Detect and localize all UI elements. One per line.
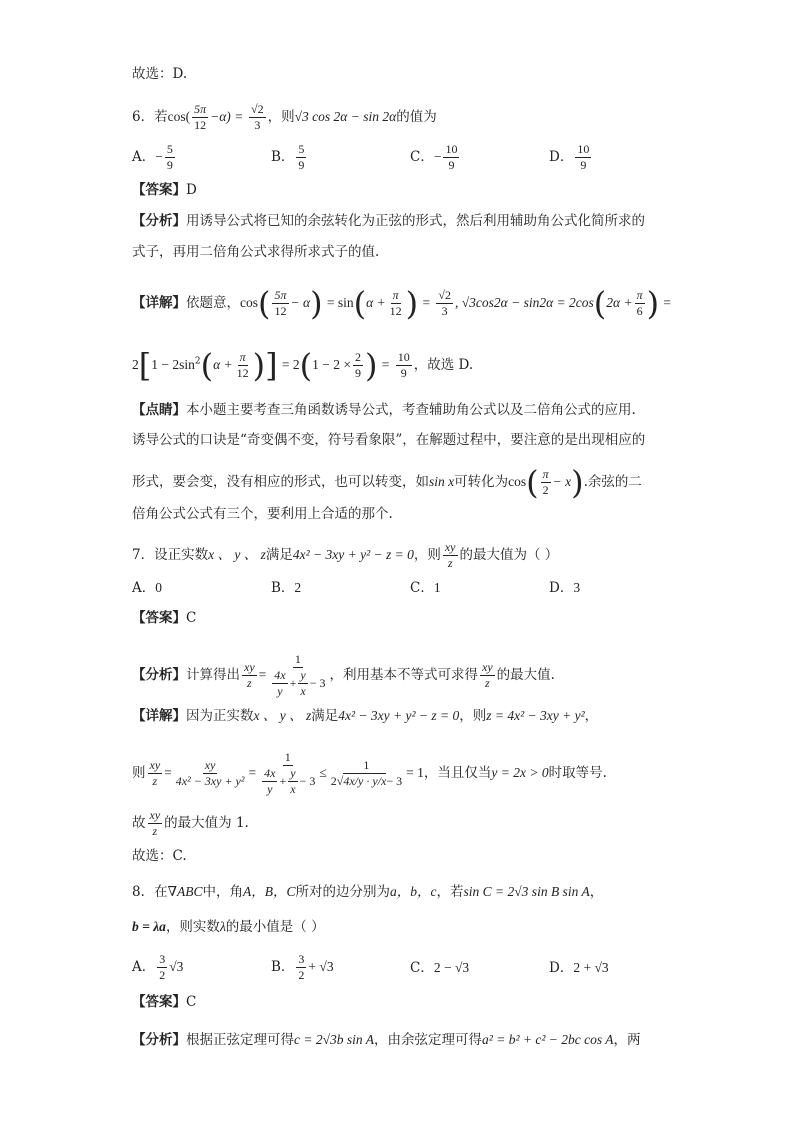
frac-den: y (277, 684, 283, 698)
frac-num: 1 (363, 758, 370, 772)
intro-line: 故选：D. (132, 66, 188, 82)
option-value: 3 (573, 580, 581, 595)
q8-stem-line-1 (132, 882, 603, 902)
bracket-close: ] (265, 346, 278, 385)
q7-analysis (132, 652, 555, 699)
expr: − 3 (299, 774, 316, 788)
frac (541, 467, 551, 498)
frac (272, 668, 287, 699)
option-label: D． (549, 149, 574, 165)
frac-num: 5π (274, 288, 287, 302)
frac-den: z (152, 824, 158, 838)
frac-complex (329, 758, 404, 789)
frac-num: 4x (264, 766, 276, 780)
answer-value: C (186, 610, 197, 626)
q6-frac-2-num: √2 (251, 102, 264, 116)
frac-den: 9 (355, 366, 362, 380)
option-value: 2 + √3 (573, 960, 609, 975)
expr: sin C = 2√3 sin B sin A (463, 884, 590, 899)
text: 设正实数 (154, 547, 209, 563)
option-num: 10 (577, 142, 590, 156)
frac-complex (268, 652, 327, 699)
expr: ≤ (319, 765, 327, 780)
analysis-tag: 【分析】 (132, 1032, 186, 1048)
q8-option-b[interactable] (271, 952, 334, 983)
frac-den: 4x² − 3xy + y² (175, 774, 245, 788)
text: ，则实数 (165, 919, 220, 935)
expr: − 3 (386, 774, 403, 788)
option-num: 5 (298, 142, 305, 156)
q7-final: 故选：C. (132, 848, 187, 864)
q7-detail-line-1 (132, 706, 598, 726)
q7-number: 7． (132, 547, 155, 563)
expr: = (663, 295, 671, 310)
text: 则 (132, 765, 146, 781)
frac (174, 758, 247, 789)
frac-num: 4x (274, 668, 286, 682)
frac-num: xy (149, 758, 161, 772)
frac (148, 758, 163, 789)
frac-den: x (300, 684, 306, 698)
expr: ∇ABC (167, 884, 203, 899)
frac-den: 12 (274, 304, 287, 318)
analysis-tag: 【分析】 (132, 213, 186, 229)
q6-option-a[interactable] (132, 142, 177, 173)
superscript: 2 (194, 356, 201, 367)
q6-detail-line-2 (132, 346, 474, 385)
comment-text: 形式，要会变，没有相应的形式，也可以转变，如 (132, 474, 429, 490)
text: 故 (132, 815, 146, 831)
option-label: A． (132, 959, 156, 975)
q6-frac-2 (249, 102, 266, 133)
radicand: 4x/y · y/x (343, 774, 387, 788)
frac (262, 766, 277, 797)
frac-den: 9 (400, 366, 407, 380)
option-den: 9 (298, 158, 305, 172)
paren-close: ) (571, 463, 584, 502)
q7-option-d[interactable] (549, 576, 580, 596)
q6-mid: −α) (210, 109, 231, 124)
frac-num: xy (244, 660, 255, 674)
expr: = sin (326, 295, 354, 310)
text: ， (589, 884, 604, 900)
option-label: D． (549, 580, 574, 596)
frac-num: xy (444, 540, 456, 554)
q8-analysis (132, 1030, 641, 1050)
paren-open: ( (353, 284, 367, 323)
frac-den: y (267, 782, 273, 796)
frac (298, 668, 307, 699)
option-frac (165, 142, 175, 173)
frac (480, 660, 495, 691)
expr: x 、 y 、 z (208, 547, 266, 562)
paren-close: ) (310, 284, 323, 323)
option-label: B． (271, 959, 295, 975)
q8-number: 8． (132, 884, 155, 900)
q6-expr: √3 cos 2α − sin 2α (294, 109, 397, 124)
text: ，由余弦定理可得 (374, 1032, 483, 1048)
frac (396, 350, 412, 381)
option-frac (296, 142, 306, 173)
expr: 2 (330, 774, 337, 788)
frac (288, 766, 297, 797)
frac-den: 12 (236, 366, 249, 380)
frac-num: xy (482, 660, 493, 674)
option-label: A． (132, 580, 156, 596)
text: 满足 (311, 708, 339, 724)
paren-open: ( (200, 346, 214, 385)
q6-detail-line-1 (132, 284, 671, 323)
text: 中，角 (202, 884, 244, 900)
cos-fn: cos (240, 295, 258, 310)
expr: 1 − 2 × (312, 357, 352, 372)
option-value: 0 (155, 580, 162, 595)
text: 根据正弦定理可得 (186, 1032, 294, 1048)
q8-option-c[interactable] (410, 956, 469, 976)
option-value: + √3 (308, 959, 334, 974)
frac-den: x (290, 782, 296, 796)
comment-tag: 【点睛】 (132, 402, 186, 418)
text: 计算得出 (186, 667, 240, 683)
option-den: 2 (298, 968, 305, 982)
expr: b = λa (132, 919, 166, 934)
frac-num: xy (149, 808, 161, 822)
option-sign: − (433, 149, 442, 164)
expr: = (258, 667, 267, 682)
text: 时取等号. (548, 765, 607, 781)
text: 所对的边分别为 (295, 884, 391, 900)
analysis-text: 用诱导公式将已知的余弦转化为正弦的形式，然后利用辅助角公式化简所求的 (186, 213, 645, 229)
option-frac (443, 142, 459, 173)
q6-option-c[interactable] (410, 142, 461, 173)
q6-pre: 若 (154, 109, 168, 125)
frac-num: 2 (355, 350, 362, 364)
frac-complex (258, 750, 317, 797)
expr: 2 (132, 357, 139, 372)
q7-option-b[interactable] (271, 576, 301, 596)
expr: − α (290, 295, 311, 310)
option-num: 3 (159, 952, 166, 966)
q6-eq: = (235, 109, 243, 124)
q8-answer (132, 992, 196, 1012)
text: 的最大值. (496, 667, 555, 683)
q6-answer (132, 180, 197, 200)
frac-den: z (484, 676, 490, 690)
q6-frac-1-num: 5π (194, 102, 207, 116)
option-den: 2 (159, 968, 166, 982)
option-value: 1 (433, 580, 441, 595)
q6-frac-1-den: 12 (194, 118, 207, 132)
frac-num: y (290, 766, 296, 780)
answer-value: C (186, 994, 197, 1010)
option-value: 2 − √3 (433, 960, 470, 975)
option-frac (296, 952, 306, 983)
text: ，则 (459, 708, 487, 724)
option-value: √3 (169, 959, 184, 974)
frac-den (268, 668, 327, 699)
option-den: 9 (448, 158, 455, 172)
expr: a² = b² + c² − 2bc cos A (482, 1032, 614, 1047)
expr: − 3 (309, 676, 326, 690)
expr: , √3cos2α − sin2α = 2cos (454, 295, 594, 310)
option-frac (157, 952, 167, 983)
expr: a，b，c (390, 884, 437, 899)
q7-option-c[interactable] (410, 576, 441, 596)
option-label: C． (410, 580, 434, 596)
frac (635, 288, 645, 319)
q7-stem (132, 540, 558, 571)
cos-fn: cos (508, 474, 527, 489)
paren-close: ) (365, 346, 378, 385)
q6-comment-line-2: 诱导公式的口诀是“奇变偶不变，符号看象限”，在解题过程中，要注意的是出现相应的 (132, 432, 646, 448)
paren-open: ( (526, 463, 539, 502)
frac (148, 808, 163, 839)
expr: 4x² − 3xy + y² − z = 0 (338, 708, 460, 723)
option-label: B． (271, 149, 295, 165)
frac (235, 350, 251, 381)
text: 的最大值为（ ） (459, 547, 559, 563)
answer-value: D (186, 182, 197, 198)
text: ，则 (413, 547, 441, 563)
q6-analysis-line-2: 式子，再用二倍角公式求得所求式子的值. (132, 244, 380, 260)
paren-close: ) (405, 284, 419, 323)
expr: ，故选 D. (413, 357, 474, 373)
q6-comment-line-4: 倍角公式公式有三个，要利用上合适的那个. (132, 506, 393, 522)
frac (353, 350, 363, 381)
option-label: D． (549, 960, 574, 976)
frac (242, 660, 257, 691)
option-label: A． (132, 149, 156, 165)
frac-num: √2 (438, 288, 451, 302)
frac-num: y (300, 668, 306, 682)
expr: y = 2x > 0 (491, 765, 549, 780)
frac-num: xy (204, 758, 216, 772)
text: 的最小值是（ ） (225, 919, 325, 935)
detail-tag: 【详解】 (132, 295, 186, 311)
option-label: C． (410, 960, 434, 976)
frac-den: 2 (542, 483, 549, 497)
frac-den: 12 (389, 304, 402, 318)
frac-den (258, 766, 317, 797)
frac (443, 540, 458, 571)
option-label: C． (410, 149, 434, 165)
option-sign: − (155, 149, 163, 164)
text: 的最大值为 1. (164, 815, 249, 831)
expr: x 、 y 、 z (253, 708, 312, 723)
detail-tag: 【详解】 (132, 708, 186, 724)
q7-detail-line-2 (132, 750, 607, 797)
analysis-tag: 【分析】 (132, 667, 186, 683)
expr: 2α + (606, 295, 633, 310)
frac-den: 6 (636, 304, 643, 318)
expr: 1 − 2sin (151, 357, 195, 372)
expr: λ (219, 919, 226, 934)
q7-option-a[interactable] (132, 576, 162, 596)
expr: = (164, 765, 172, 780)
option-num: 3 (298, 952, 305, 966)
frac-num: π (392, 288, 399, 302)
expr: = (422, 295, 431, 310)
frac-den: 3 (441, 304, 448, 318)
paren-open: ( (258, 284, 271, 323)
q8-option-d[interactable] (549, 956, 609, 976)
expr: = 2 (281, 357, 300, 372)
expr: 4x² − 3xy + y² − z = 0 (292, 547, 414, 562)
q6-number: 6． (132, 109, 155, 125)
answer-tag: 【答案】 (132, 994, 186, 1010)
q6-comment-line-1 (132, 400, 636, 420)
expr: c = 2√3b sin A (294, 1032, 375, 1047)
frac-num: π (636, 288, 643, 302)
frac-den: z (152, 774, 158, 788)
text: 因为正实数 (186, 708, 254, 724)
q6-comment-line-3 (132, 463, 642, 502)
q7-conclusion (132, 808, 249, 839)
frac-num: π (542, 467, 549, 481)
q6-frac-1 (192, 102, 208, 133)
expr: z = 4x² − 3xy + y² (486, 708, 585, 723)
paren-open: ( (593, 284, 607, 323)
paren-open: ( (299, 346, 313, 385)
frac (272, 288, 288, 319)
q6-lhs: cos( (167, 109, 191, 124)
q8-stem-line-2 (132, 917, 325, 937)
frac-num: 10 (397, 350, 410, 364)
frac-num: 1 (284, 750, 291, 764)
q7-answer (132, 608, 196, 628)
text: ，若 (436, 884, 464, 900)
option-num: 5 (166, 142, 173, 156)
text: ，两 (613, 1032, 641, 1048)
q6-stem (132, 102, 437, 133)
expr: = 1 (406, 765, 424, 780)
q8-option-a[interactable] (132, 952, 183, 983)
expr: = (381, 357, 390, 372)
option-den: 9 (166, 158, 173, 172)
q6-option-b[interactable] (271, 142, 308, 173)
option-frac (575, 142, 591, 173)
comment-text: 可转化为 (454, 474, 509, 490)
option-value: 2 (294, 580, 302, 595)
q6-post: ，则 (267, 109, 295, 125)
expr: + (279, 774, 287, 788)
comment-text: 本小题主要考查三角函数诱导公式，考查辅助角公式以及二倍角公式的应用. (186, 402, 636, 418)
sqrt-sign: √ (336, 774, 344, 788)
expr: α + (213, 357, 233, 372)
expr: α + (366, 295, 386, 310)
frac-den (329, 774, 404, 789)
answer-tag: 【答案】 (132, 182, 186, 198)
frac-num: 1 (294, 652, 301, 666)
expr: + (289, 676, 297, 690)
frac-den: z (447, 556, 453, 570)
frac-num: π (239, 350, 246, 364)
answer-tag: 【答案】 (132, 610, 186, 626)
q6-analysis-line-1 (132, 211, 645, 231)
paren-close: ) (646, 284, 660, 323)
frac (436, 288, 453, 319)
text: ，当且仅当 (423, 765, 492, 781)
expr: − x (552, 474, 572, 489)
q6-frac-2-den: 3 (254, 118, 261, 132)
comment-text: .余弦的二 (583, 474, 642, 490)
frac (388, 288, 404, 319)
text: 满足 (265, 547, 293, 563)
text: 在 (154, 884, 168, 900)
expr: sin x (429, 474, 455, 489)
option-label: B． (271, 580, 295, 596)
frac-den: z (246, 676, 252, 690)
option-num: 10 (445, 142, 458, 156)
paren-close: ) (252, 346, 266, 385)
text: ， (584, 708, 599, 724)
expr: A，B，C (243, 884, 296, 899)
text: ，利用基本不等式可求得 (329, 667, 478, 683)
q6-tail: 的值为 (396, 109, 437, 125)
option-den: 9 (580, 158, 587, 172)
expr: = (248, 765, 257, 780)
q6-option-d[interactable] (549, 142, 593, 173)
bracket-open: [ (138, 346, 152, 385)
detail-pre: 依题意， (186, 295, 240, 311)
